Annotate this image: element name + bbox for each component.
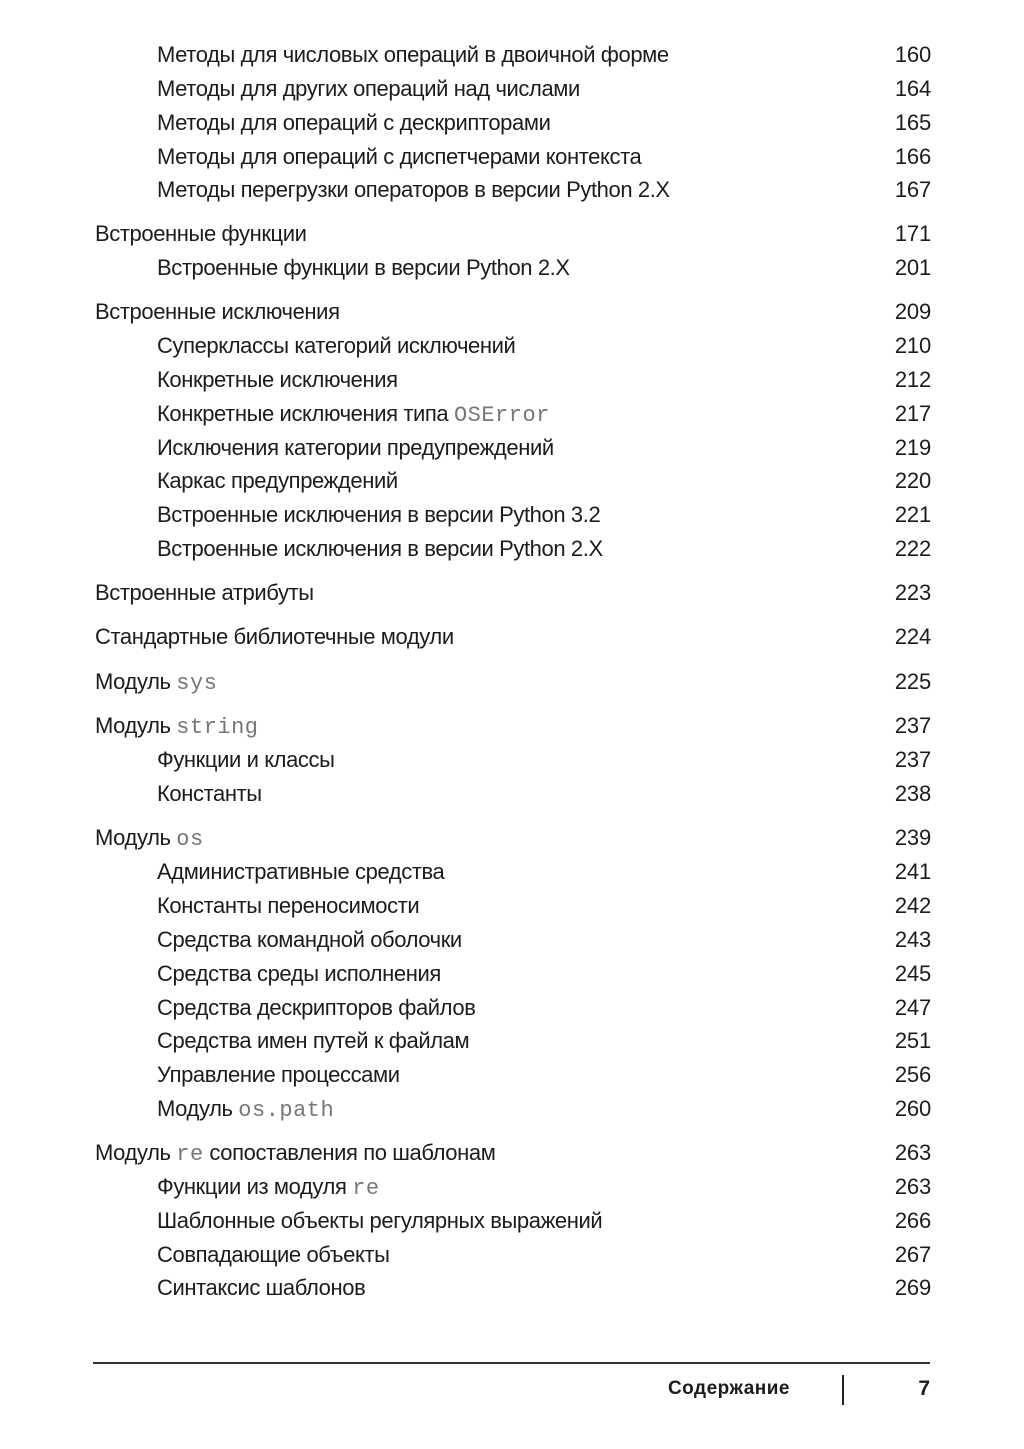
- toc-entry-title: [157, 1170, 380, 1206]
- toc-entry-title: [157, 1238, 390, 1272]
- toc-subsection-entry: [0, 923, 1024, 957]
- toc-section-entry: [0, 1136, 1024, 1170]
- toc-entry-page-number: 245: [894, 961, 931, 986]
- toc-subsection-entry: [0, 431, 1024, 465]
- footer-section-title: Содержание: [667, 1378, 790, 1399]
- toc-entry-page-number: 237: [894, 747, 931, 772]
- toc-entry-code: re: [176, 1142, 204, 1167]
- toc-entry-title-text: Конкретные исключения: [157, 367, 398, 392]
- toc-entry-title-text: Методы для числовых операций в двоичной форме: [157, 42, 669, 67]
- toc-entry-title-text: Административные средства: [157, 859, 445, 884]
- toc-entry-page-number: 251: [894, 1028, 931, 1053]
- toc-entry-page-number: 238: [894, 781, 931, 806]
- toc-entry-page-number: 241: [894, 859, 931, 884]
- toc-entry-code: sys: [176, 671, 218, 696]
- toc-entry-title-text: Средства дескрипторов файлов: [157, 995, 476, 1020]
- toc-subsection-entry: [0, 1271, 1024, 1305]
- toc-subsection-entry: [0, 498, 1024, 532]
- toc-entry-page-number: 267: [894, 1242, 931, 1267]
- toc-entry-title-text: Модуль: [95, 825, 177, 850]
- toc-entry-title-text: Встроенные исключения: [95, 299, 340, 324]
- toc-entry-title-text: Каркас предупреждений: [157, 468, 398, 493]
- toc-entry-page-number: 167: [894, 177, 931, 202]
- toc-entry-page-number: 219: [894, 435, 931, 460]
- toc-entry-title: [95, 709, 259, 745]
- toc-section-entry: [0, 217, 1024, 251]
- toc-entry-title-text: Функции из модуля: [157, 1174, 353, 1199]
- toc-entry-page-number: 266: [894, 1208, 931, 1233]
- toc-subsection-entry: [0, 397, 1024, 431]
- toc-entry-title-text: Совпадающие объекты: [157, 1242, 390, 1267]
- toc-entry-title: [157, 106, 550, 140]
- toc-entry-title: [157, 173, 670, 207]
- toc-section-entry: [0, 620, 1024, 654]
- toc-entry-title: [95, 576, 314, 610]
- toc-entry-page-number: 239: [894, 825, 931, 850]
- toc-entry-code: re: [352, 1176, 380, 1201]
- toc-entry-title-text: Методы для операций с диспетчерами контекста: [157, 144, 642, 169]
- toc-entry-title: [95, 620, 454, 654]
- toc-subsection-entry: [0, 855, 1024, 889]
- toc-section-entry: [0, 709, 1024, 743]
- toc-subsection-entry: [0, 1092, 1024, 1126]
- toc-entry-page-number: 223: [894, 580, 931, 605]
- toc-subsection-entry: [0, 38, 1024, 72]
- toc-entry-title-text: Модуль: [95, 669, 177, 694]
- toc-entry-title-text: Встроенные исключения в версии Python 3.2: [157, 502, 601, 527]
- toc-subsection-entry: [0, 106, 1024, 140]
- toc-subsection-entry: [0, 1024, 1024, 1058]
- toc-entry-page-number: 263: [894, 1174, 931, 1199]
- toc-entry-title: [157, 1024, 469, 1058]
- toc-entry-page-number: 220: [894, 468, 931, 493]
- toc-entry-title: [157, 991, 475, 1025]
- toc-entry-title: [157, 464, 398, 498]
- toc-section-entry: [0, 821, 1024, 855]
- toc-subsection-entry: [0, 1238, 1024, 1272]
- toc-subsection-entry: [0, 1204, 1024, 1238]
- toc-entry-title: [157, 743, 335, 777]
- toc-entry-title-rest: сопоставления по шаблонам: [203, 1140, 496, 1165]
- toc-entry-title-text: Функции и классы: [157, 747, 335, 772]
- toc-entry-page-number: 171: [894, 221, 931, 246]
- toc-subsection-entry: [0, 173, 1024, 207]
- toc-subsection-entry: [0, 72, 1024, 106]
- toc-entry-code: string: [176, 715, 259, 740]
- toc-subsection-entry: [0, 889, 1024, 923]
- toc-entry-code: os.path: [238, 1098, 335, 1123]
- toc-section-entry: [0, 295, 1024, 329]
- toc-entry-title: [157, 363, 398, 397]
- toc-subsection-entry: [0, 251, 1024, 285]
- toc-entry-title-text: Методы для других операций над числами: [157, 76, 580, 101]
- toc-entry-title-text: Встроенные функции: [95, 221, 307, 246]
- toc-entry-title: [157, 498, 600, 532]
- toc-entry-title: [157, 1204, 602, 1238]
- toc-subsection-entry: [0, 1058, 1024, 1092]
- toc-entry-page-number: 224: [894, 624, 931, 649]
- toc-entry-page-number: 263: [894, 1140, 931, 1165]
- toc-entry-page-number: 164: [894, 76, 931, 101]
- toc-entry-page-number: 243: [894, 927, 931, 952]
- toc-entry-title-text: Средства имен путей к файлам: [157, 1028, 470, 1053]
- toc-entry-title-text: Модуль: [95, 1140, 177, 1165]
- toc-entry-page-number: 160: [894, 42, 931, 67]
- toc-subsection-entry: [0, 777, 1024, 811]
- toc-entry-title: [157, 889, 419, 923]
- toc-section-entry: [0, 665, 1024, 699]
- toc-entry-title: [157, 532, 603, 566]
- toc-entry-page-number: 247: [894, 995, 931, 1020]
- toc-entry-title-text: Средства командной оболочки: [157, 927, 462, 952]
- toc-entry-title: [95, 1136, 495, 1172]
- toc-entry-title-text: Суперклассы категорий исключений: [157, 333, 516, 358]
- toc-entry-page-number: 217: [894, 401, 931, 426]
- toc-entry-page-number: 222: [894, 536, 931, 561]
- toc-entry-title-text: Исключения категории предупреждений: [157, 435, 554, 460]
- toc-subsection-entry: [0, 1170, 1024, 1204]
- toc-subsection-entry: [0, 743, 1024, 777]
- toc-entry-title: [157, 397, 550, 433]
- toc-entry-title-text: Модуль: [95, 713, 177, 738]
- toc-entry-page-number: 221: [894, 502, 931, 527]
- toc-subsection-entry: [0, 957, 1024, 991]
- toc-entry-page-number: 166: [894, 144, 931, 169]
- toc-entry-title-text: Шаблонные объекты регулярных выражений: [157, 1208, 603, 1233]
- toc-entry-page-number: 237: [894, 713, 931, 738]
- toc-entry-title: [157, 1092, 334, 1128]
- toc-entry-title: [157, 38, 669, 72]
- toc-entry-code: os: [176, 827, 204, 852]
- toc-entry-title: [95, 295, 340, 329]
- toc-entry-title-text: Константы переносимости: [157, 893, 420, 918]
- toc-entry-title-text: Встроенные функции в версии Python 2.X: [157, 255, 570, 280]
- toc-entry-title-text: Константы: [157, 781, 262, 806]
- footer-page-number: 7: [918, 1377, 930, 1400]
- toc-entry-page-number: 165: [894, 110, 931, 135]
- toc-subsection-entry: [0, 363, 1024, 397]
- toc-entry-title: [157, 957, 441, 991]
- toc-entry-page-number: 256: [894, 1062, 931, 1087]
- toc-entry-page-number: 225: [894, 669, 931, 694]
- toc-entry-title-text: Встроенные исключения в версии Python 2.X: [157, 536, 603, 561]
- toc-subsection-entry: [0, 140, 1024, 174]
- toc-subsection-entry: [0, 329, 1024, 363]
- toc-entry-title-text: Средства среды исполнения: [157, 961, 441, 986]
- toc-entry-title-text: Синтаксис шаблонов: [157, 1275, 366, 1300]
- toc-entry-title: [157, 140, 641, 174]
- toc-entry-title: [157, 1271, 365, 1305]
- toc-entry-title: [95, 217, 307, 251]
- toc-entry-title: [157, 1058, 400, 1092]
- toc-entry-title: [157, 329, 515, 363]
- toc-entry-page-number: 210: [894, 333, 931, 358]
- toc-entry-page-number: 260: [894, 1096, 931, 1121]
- toc-subsection-entry: [0, 464, 1024, 498]
- toc-entry-title: [157, 431, 554, 465]
- toc-entry-title: [95, 821, 204, 857]
- toc-entry-title-text: Стандартные библиотечные модули: [95, 624, 454, 649]
- toc-entry-page-number: 269: [894, 1275, 931, 1300]
- toc-entry-page-number: 212: [894, 367, 931, 392]
- toc-entry-title: [157, 251, 570, 285]
- toc-entry-title: [157, 777, 262, 811]
- toc-entry-title-text: Модуль: [157, 1096, 239, 1121]
- toc-section-entry: [0, 576, 1024, 610]
- toc-entry-code: OSError: [453, 403, 550, 428]
- toc-entry-page-number: 209: [894, 299, 931, 324]
- toc-entry-title: [157, 855, 444, 889]
- toc-entry-page-number: 201: [894, 255, 931, 280]
- toc-entry-title: [157, 72, 580, 106]
- toc-entry-title-text: Управление процессами: [157, 1062, 400, 1087]
- toc-entry-title: [95, 665, 217, 701]
- toc-entry-title-text: Методы перегрузки операторов в версии Python 2.X: [157, 177, 670, 202]
- toc-entry-title: [157, 923, 462, 957]
- toc-entry-title-text: Методы для операций с дескрипторами: [157, 110, 551, 135]
- footer-separator: [842, 1375, 844, 1405]
- toc-entry-title-text: Встроенные атрибуты: [95, 580, 314, 605]
- footer-rule: [93, 1362, 930, 1364]
- toc-entry-page-number: 242: [894, 893, 931, 918]
- toc-subsection-entry: [0, 991, 1024, 1025]
- toc-subsection-entry: [0, 532, 1024, 566]
- toc-entry-title-text: Конкретные исключения типа: [157, 401, 454, 426]
